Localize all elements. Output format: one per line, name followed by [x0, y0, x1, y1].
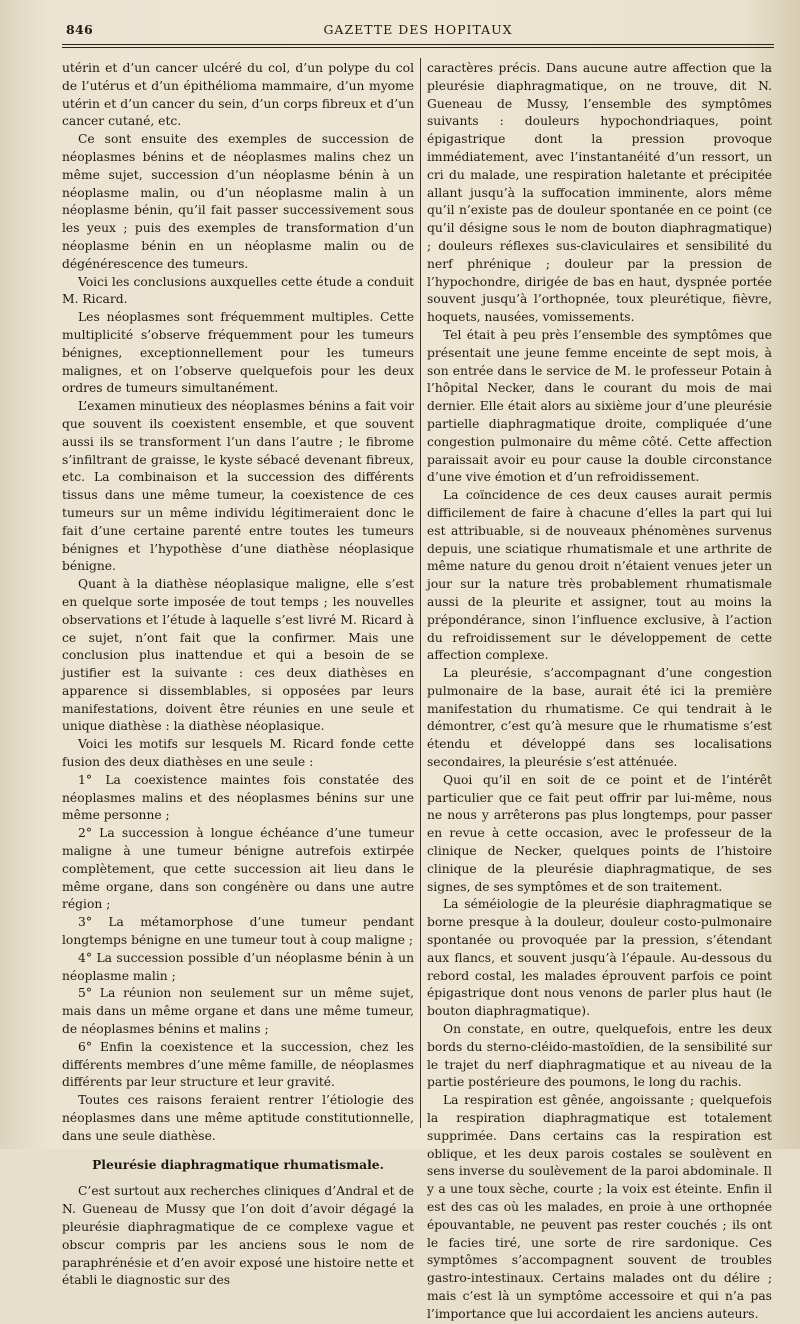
left-column: [62, 60, 414, 1288]
paragraph: Toutes ces raisons feraient rentrer l’étiologie des néoplasmes dans une même aptitude constitutionnelle, dans une seule diathèse.: [62, 1093, 414, 1143]
page-number: 846: [66, 22, 93, 37]
column-divider: [420, 58, 421, 1128]
list-item: 1° La coexistence maintes fois constatée des néoplasmes malins et des néoplasmes bénins sur une même personne ;: [62, 772, 414, 823]
paragraph: caractères précis. Dans aucune autre affection que la pleurésie diaphragmatique, on ne trouve, dit N. Gueneau de Mussy, l’ensemble des symptômes suivants : douleurs hypochondriaques, point épigastrique dont la pression provoque immédiatement, avec l’instantanéité d’un ressort, un cri du malade, une respiration haletante et précipitée allant jusqu’à la suffocation imminente, alors même qu’il n’existe pas de douleur spontanée en ce point (ce qu’il désigne sous le nom de bouton diaphragmatique) ; douleurs réflexes sus-claviculaires et sensibilité du nerf phrénique ; douleur par la pression de l’hypochondre, dirigée de bas en haut, dyspnée portée souvent jusqu’à l’orthopnée, toux pleurétique, fièvre, hoquets, nausées, vomissements.: [427, 61, 772, 325]
paragraph: On constate, en outre, quelquefois, entre les deux bords du sterno-cléido-mastoïdien, de la sensibilité sur le trajet du nerf diaphragmatique et au niveau de la partie postérieure des poumons, le long du rachis.: [427, 1022, 772, 1090]
list-item: 4° La succession possible d’un néoplasme bénin à un néoplasme malin ;: [62, 950, 414, 983]
section-heading: Pleurésie diaphragmatique rhumatismale.: [92, 1156, 384, 1172]
paragraph: Voici les conclusions auxquelles cette étude a conduit M. Ricard.: [62, 274, 414, 307]
paragraph: Les néoplasmes sont fréquemment multiples. Cette multiplicité s’observe fréquemment pour les tumeurs bénignes, exceptionnellement pour les tumeurs malignes, et on l’observe quelquefois pour les deux ordres de tumeurs simultanément.: [62, 310, 414, 396]
paragraph: La séméiologie de la pleurésie diaphragmatique se borne presque à la douleur, douleur costo-pulmonaire spontanée ou provoquée par la pression, s’étendant aux flancs, et souvent jusqu’à l’épaule. Au-dessous du rebord costal, les malades éprouvent parfois ce point épigastrique dont nous venons de parler plus haut (le bouton diaphragmatique).: [427, 897, 772, 1019]
list-item: 6° Enfin la coexistence et la succession, chez les différents membres d’une même famille, de néoplasmes différents par leur structure et leur gravité.: [62, 1039, 414, 1090]
paragraph: Tel était à peu près l’ensemble des symptômes que présentait une jeune femme enceinte de sept mois, à son entrée dans le service de M. le professeur Potain à l’hôpital Necker, dans le courant du mois de mai dernier. Elle était alors au sixième jour d’une pleurésie partielle diaphragmatique droite, compliquée d’une congestion pulmonaire du même côté. Cette affection paraissait avoir eu pour cause la double circonstance d’une vive émotion et d’un refroidissement.: [427, 327, 772, 485]
paragraph: utérin et d’un cancer ulcéré du col, d’un polype du col de l’utérus et d’un épithélioma mammaire, d’un myome utérin et d’un cancer du sein, d’un corps fibreux et d’un cancer cutané, etc.: [62, 61, 414, 129]
paragraph: Quant à la diathèse néoplasique maligne, elle s’est en quelque sorte imposée de tout temps ; les nouvelles observations et l’étude à laquelle s’est livré M. Ricard à ce sujet, n’ont fait que la confirmer. Mais une conclusion plus inattendue et qui a besoin de se justifier est la suivante : ces deux diathèses en apparence si dissemblables, si opposées par leurs manifestations, doivent être réunies en une seule et unique diathèse : la diathèse néoplasique.: [62, 577, 414, 734]
paragraph: Ce sont ensuite des exemples de succession de néoplasmes bénins et de néoplasmes malins chez un même sujet, succession d’un néoplasme bénin à un néoplasme malin, ou d’un néoplasme malin à un néoplasme bénin, qu’il fait passer successivement sous les yeux ; puis des exemples de transformation d’un néoplasme bénin en un néoplasme malin ou de dégénérescence des tumeurs.: [62, 132, 414, 271]
list-item: 5° La réunion non seulement sur un même sujet, mais dans un même organe et dans une même tumeur, de néoplasmes bénins et malins ;: [62, 986, 414, 1037]
list-item: 2° La succession à longue échéance d’une tumeur maligne à une tumeur bénigne autrefois extirpée complètement, que cette succession ait lieu dans le même organe, dans son congénère ou dans une autre région ;: [62, 826, 414, 912]
paragraph: Voici les motifs sur lesquels M. Ricard fonde cette fusion des deux diathèses en une seule :: [62, 737, 414, 770]
running-title: GAZETTE DES HOPITAUX: [323, 22, 513, 37]
paragraph: La respiration est gênée, angoissante ; quelquefois la respiration diaphragmatique est totalement supprimée. Dans certains cas la respiration est oblique, et les deux parois costales se soulèvent en sens inverse du soulèvement de la paroi abdominale. Il y a une toux sèche, courte ; la voix est éteinte. Enfin il est des cas où les malades, en proie à une orthopnée épouvantable, ne peuvent pas rester couchés ; ils ont le facies tiré, une sorte de rire sardonique. Ces symptômes s’accompagnent souvent de troubles gastro-intestinaux. Certains malades ont du délire ; mais c’est là un symptôme accessoire et qui n’a pas l’importance que lui accordaient les anciens auteurs.: [427, 1093, 772, 1321]
paragraph: Quoi qu’il en soit de ce point et de l’intérêt particulier que ce fait peut offrir par lui-même, nous ne nous y arrêterons pas plus longtemps, pour passer en revue à cette occasion, avec le professeur de la clinique de Necker, quelques points de l’histoire clinique de la pleurésie diaphragmatique, de ses signes, de ses symptômes et de son traitement.: [427, 772, 772, 894]
paragraph: La pleurésie, s’accompagnant d’une congestion pulmonaire de la base, aurait été ici la première manifestation du rhumatisme. Ce qui tendrait à le démontrer, c’est qu’à mesure que le rhumatisme s’est étendu et développé dans ses localisations secondaires, la pleurésie s’est atténuée.: [427, 666, 772, 770]
page-header: [66, 22, 770, 44]
paragraph: La coïncidence de ces deux causes aurait permis difficilement de faire à chacune d’elles la part qui lui est attribuable, si de nouveaux phénomènes survenus depuis, une sciatique rhumatismale et une arthrite de même nature du genou droit n’étaient venues jeter un jour sur la nature très probablement rhumatismale aussi de la pleurite et assigner, tout au moins la prépondérance, sinon l’influence exclusive, à l’action du refroidissement sur le développement de cette affection complexe.: [427, 488, 772, 663]
paragraph: C’est surtout aux recherches cliniques d’Andral et de N. Gueneau de Mussy que l’on doit d’avoir dégagé la pleurésie diaphragmatique de ce complexe vague et obscur compris par les anciens sous le nom de paraphrénésie et d’en avoir exposé une histoire nette et établi le diagnostic sur des: [62, 1184, 414, 1288]
header-rule-top: [62, 44, 774, 45]
header-rule-bottom: [62, 47, 774, 48]
right-column: [427, 60, 772, 1321]
paragraph: L’examen minutieux des néoplasmes bénins a fait voir que souvent ils coexistent ensemble, et que souvent aussi ils se transforment l’un dans l’autre ; le fibrome s’infiltrant de graisse, le kyste sébacé devenant fibreux, etc. La combinaison et la succession des différents tissus dans une même tumeur, la coexistence de ces tumeurs sur un même individu légitimeraient donc le fait d’une certaine parenté entre toutes les tumeurs bénignes et l’hypothèse d’une diathèse néoplasique bénigne.: [62, 399, 414, 574]
list-item: 3° La métamorphose d’une tumeur pendant longtemps bénigne en une tumeur tout à coup maligne ;: [62, 915, 414, 948]
